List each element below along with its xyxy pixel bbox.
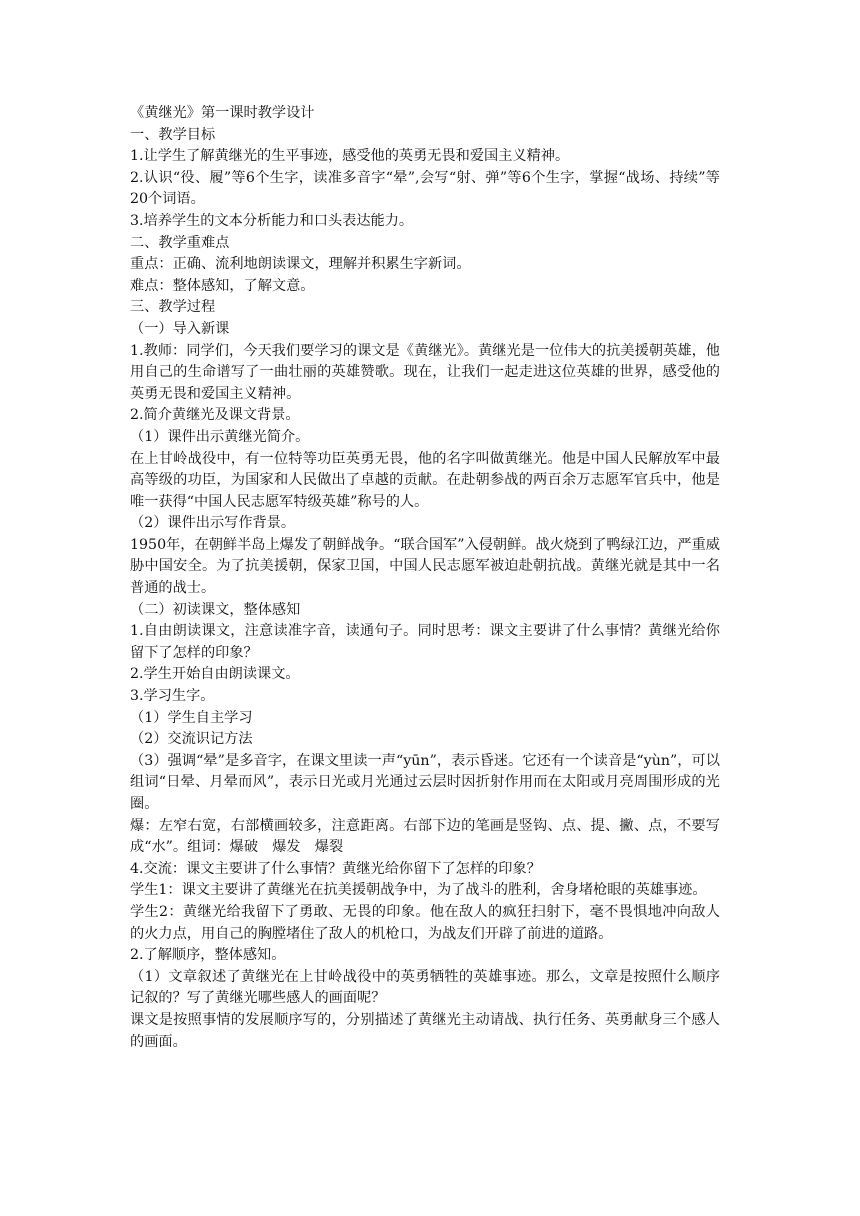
paragraph: 学生1：课文主要讲了黄继光在抗美援朝战争中，为了战斗的胜利，舍身堵枪眼的英雄事迹。 [130, 882, 707, 899]
paragraph: 3.学习生字。 [130, 688, 215, 705]
paragraph: （1）文章叙述了黄继光在上甘岭战役中的英勇牺牲的英雄事迹。那么，文章是按照什么顺序记叙的？写了黄继光哪些感人的画面呢？ [130, 968, 720, 1007]
paragraph: 重点：正确、流利地朗读课文，理解并积累生字新词。 [130, 256, 471, 273]
document-page [130, 103, 720, 1053]
paragraph: 在上甘岭战役中，有一位特等功臣英勇无畏，他的名字叫做黄继光。他是中国人民解放军中最高等级的功臣，为国家和人民做出了卓越的贡献。在赴朝参战的两百余万志愿军官兵中，他是唯一获得“中国人民志愿军特级英雄”称号的人。 [130, 450, 720, 510]
paragraph: 3.培养学生的文本分析能力和口头表达能力。 [130, 212, 414, 229]
subsection-heading: （二）初读课文，整体感知 [130, 601, 301, 618]
subsection-heading: （一）导入新课 [130, 320, 230, 337]
section-heading-process: 三、教学过程 [130, 299, 216, 316]
paragraph: （2）课件出示写作背景。 [130, 515, 296, 532]
paragraph: 2.学生开始自由朗读课文。 [130, 666, 300, 683]
paragraph: 1950年，在朝鲜半岛上爆发了朝鲜战争。“联合国军”入侵朝鲜。战火烧到了鸭绿江边，严重威胁中国安全。为了抗美援朝，保家卫国，中国人民志愿军被迫赴朝抗战。黄继光就是其中一名普通的战士。 [130, 536, 720, 597]
paragraph: （2）交流识记方法 [130, 731, 253, 748]
paragraph: 2.认识“役、履”等6个生字，读准多音字“晕”,会写“射、弹”等6个生字，掌握“战场、持续”等20个词语。 [130, 169, 720, 208]
section-heading-goals: 一、教学目标 [130, 126, 216, 143]
paragraph: （1）课件出示黄继光简介。 [130, 428, 310, 445]
document-title: 《黄继光》第一课时教学设计 [130, 105, 315, 121]
paragraph: 课文是按照事情的发展顺序写的，分别描述了黄继光主动请战、执行任务、英勇献身三个感人的画面。 [130, 1011, 720, 1050]
paragraph: 爆：左窄右宽，右部横画较多，注意距离。右部下边的笔画是竖钩、点、提、撇、点，不要写成“水”。组词：爆破 爆发 爆裂 [130, 817, 720, 856]
paragraph: （3）强调“晕”是多音字，在课文里读一声“yūn”，表示昏迷。它还有一个读音是“yùn”，可以组词“日晕、月晕而风”，表示日光或月光通过云层时因折射作用而在太阳或月亮周围形成的光圈。 [130, 752, 720, 812]
paragraph: 1.让学生了解黄继光的生平事迹，感受他的英勇无畏和爱国主义精神。 [130, 148, 570, 165]
paragraph: 2.简介黄继光及课文背景。 [130, 407, 300, 424]
paragraph: 1.自由朗读课文，注意读准字音，读通句子。同时思考：课文主要讲了什么事情？黄继光给你留下了怎样的印象？ [130, 623, 720, 661]
paragraph: 2.了解顺序，整体感知。 [130, 947, 286, 964]
paragraph: （1）学生自主学习 [130, 709, 253, 726]
section-heading-key-points: 二、教学重难点 [130, 234, 230, 251]
paragraph: 学生2：黄继光给我留下了勇敢、无畏的印象。他在敌人的疯狂扫射下，毫不畏惧地冲向敌人的火力点，用自己的胸膛堵住了敌人的机枪口，为战友们开辟了前进的道路。 [130, 903, 720, 942]
paragraph: 难点：整体感知，了解文意。 [130, 277, 315, 294]
paragraph: 4.交流：课文主要讲了什么事情？黄继光给你留下了怎样的印象？ [130, 860, 541, 877]
paragraph: 1.教师：同学们，今天我们要学习的课文是《黄继光》。黄继光是一位伟大的抗美援朝英雄，他用自己的生命谱写了一曲壮丽的英雄赞歌。现在，让我们一起走进这位英雄的世界，感受他的英勇无畏和爱国主义精神。 [130, 342, 720, 402]
